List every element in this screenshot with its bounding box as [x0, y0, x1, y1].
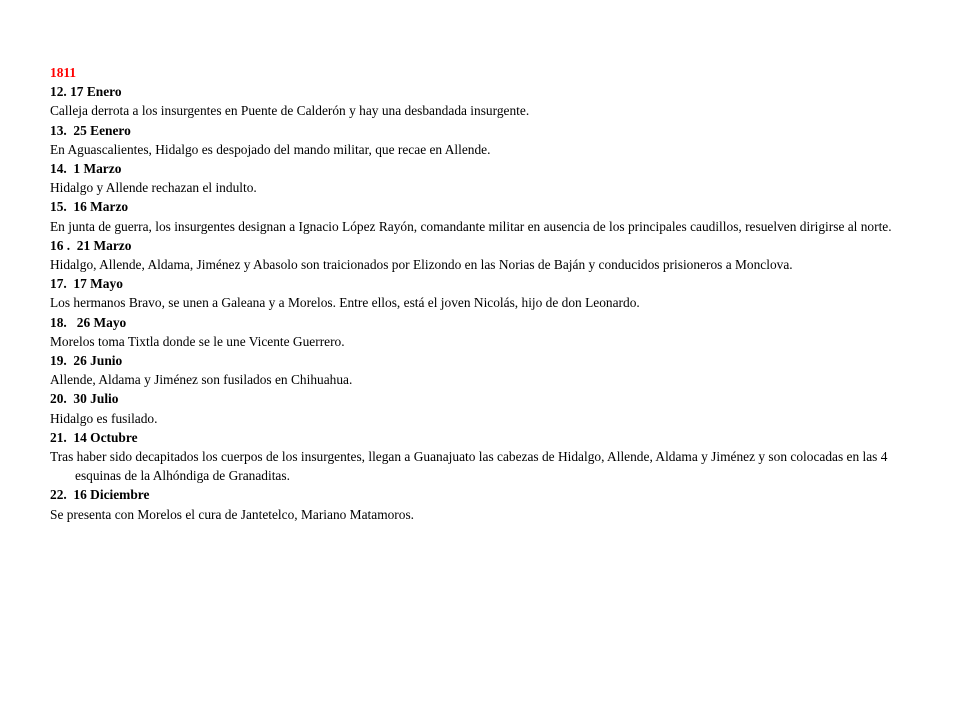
entry-text: Hidalgo es fusilado.: [50, 410, 158, 426]
entry-date: 18. 26 Mayo: [50, 314, 127, 330]
year-heading: 1811: [50, 65, 77, 80]
entry-text: Hidalgo y Allende rechazan el indulto.: [50, 180, 257, 196]
entry-text: Tras haber sido decapitados los cuerpos de los insurgentes, llegan a Guanajuato las cabezas de Hidalgo, Allende, Aldama y Jiménez y son colocadas en las 4 esquinas de la Alhóndiga de Granaditas.: [50, 449, 888, 484]
entry-text: En Aguascalientes, Hidalgo es despojado del mando militar, que recae en Allende.: [50, 141, 491, 157]
entry-date: 15. 16 Marzo: [50, 199, 129, 215]
entry-date: 16 . 21 Marzo: [50, 237, 132, 253]
entries-list: [50, 82, 910, 524]
entry-text: Morelos toma Tixtla donde se le une Vicente Guerrero.: [50, 333, 345, 349]
entry-text: Allende, Aldama y Jiménez son fusilados en Chihuahua.: [50, 372, 353, 388]
entry-date: 14. 1 Marzo: [50, 161, 122, 177]
timeline: [50, 63, 910, 524]
entry-date: 21. 14 Octubre: [50, 429, 138, 445]
entry-text: Hidalgo, Allende, Aldama, Jiménez y Abasolo son traicionados por Elizondo en las Norias de Baján y conducidos prisioneros a Monclova.: [50, 257, 793, 273]
entry-date: 17. 17 Mayo: [50, 276, 123, 292]
entry-date: 12. 17 Enero: [50, 84, 122, 100]
entry-date: 22. 16 Diciembre: [50, 487, 150, 503]
entry-date: 19. 26 Junio: [50, 353, 123, 369]
entry-date: 20. 30 Julio: [50, 391, 119, 407]
entry-text: Se presenta con Morelos el cura de Jantetelco, Mariano Matamoros.: [50, 506, 415, 522]
entry-text: Calleja derrota a los insurgentes en Puente de Calderón y hay una desbandada insurgente.: [50, 103, 530, 119]
entry-date: 13. 25 Eenero: [50, 122, 131, 138]
entry-text: Los hermanos Bravo, se unen a Galeana y a Morelos. Entre ellos, está el joven Nicolás, hijo de don Leonardo.: [50, 295, 640, 311]
entry-text: En junta de guerra, los insurgentes designan a Ignacio López Rayón, comandante militar en ausencia de los principales caudillos, resuelven dirigirse al norte.: [50, 218, 892, 234]
